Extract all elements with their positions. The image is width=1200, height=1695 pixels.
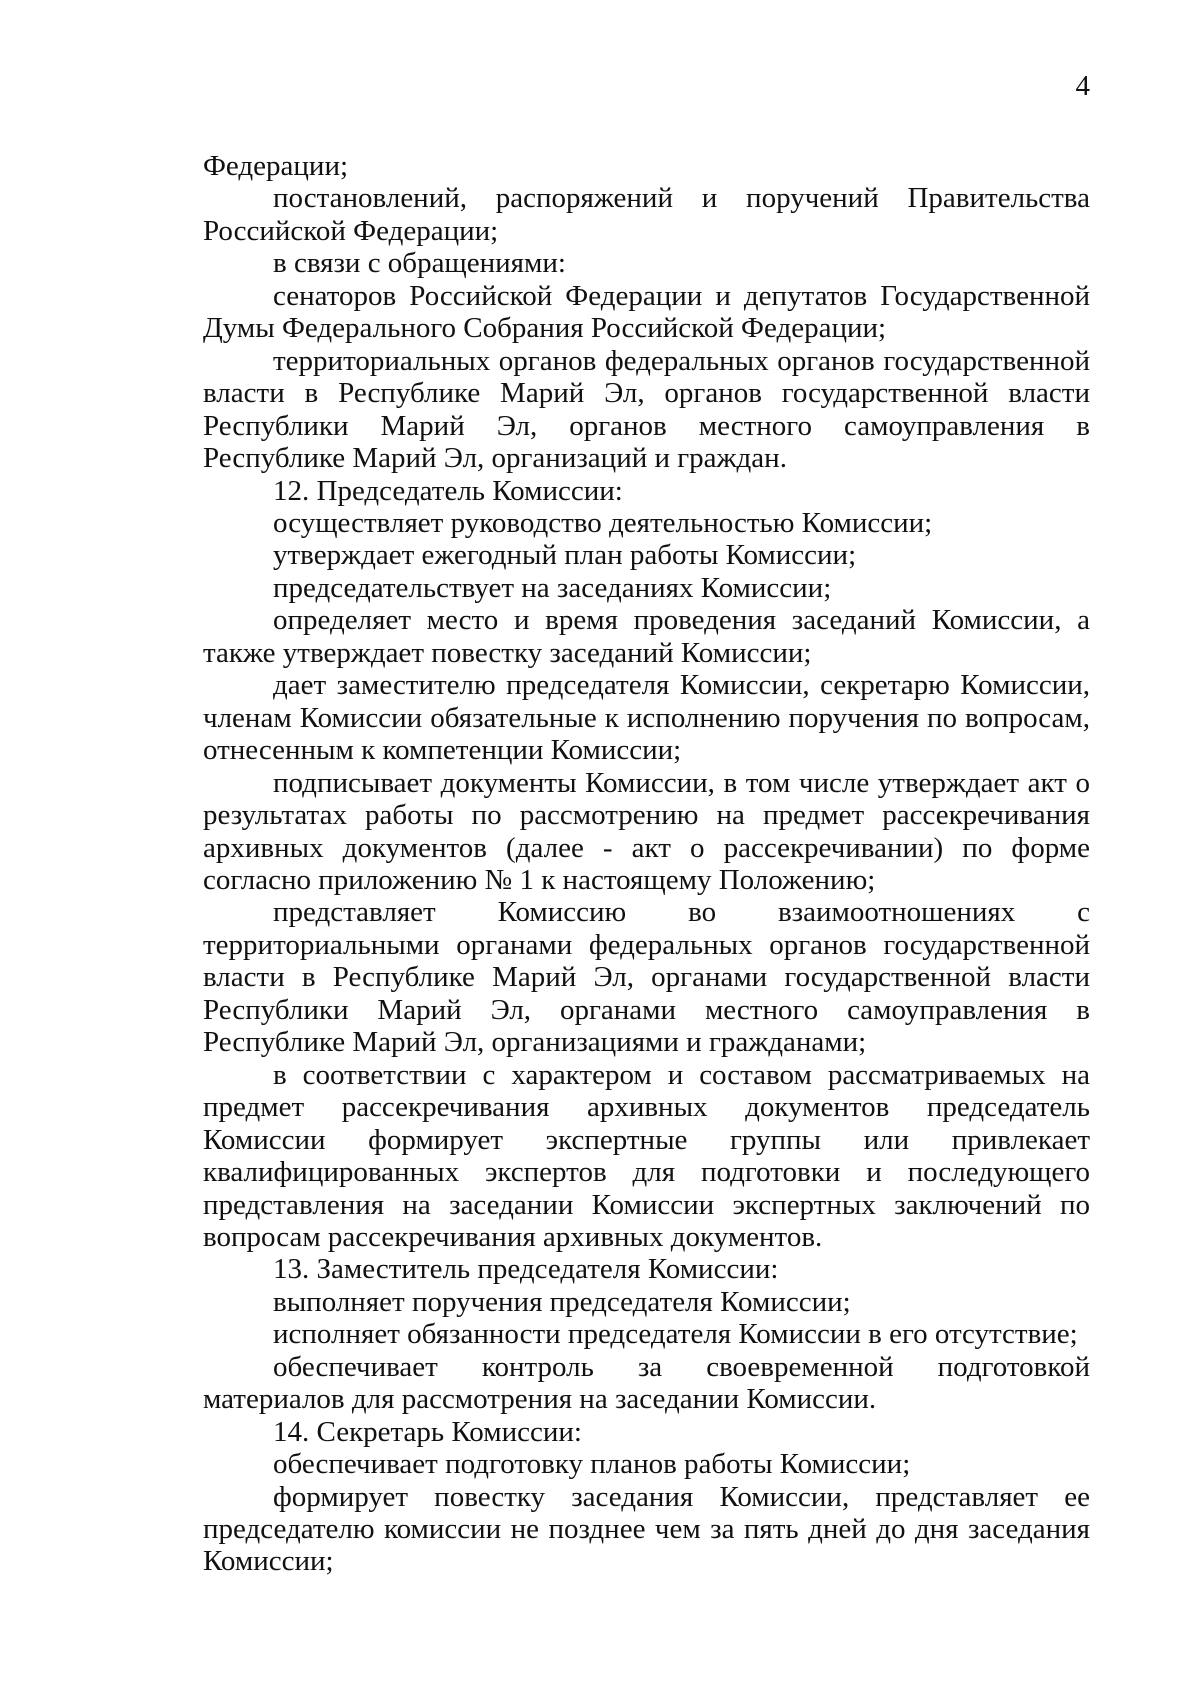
- paragraph: определяет место и время проведения заседаний Комиссии, а также утверждает повестку заседаний Комиссии;: [203, 604, 1090, 669]
- paragraph: осуществляет руководство деятельностью Комиссии;: [273, 506, 933, 539]
- page-number: 4: [1075, 70, 1090, 102]
- paragraph: выполняет поручения председателя Комиссии;: [273, 1285, 851, 1318]
- paragraph: обеспечивает контроль за своевременной подготовкой материалов для рассмотрения на заседании Комиссии.: [203, 1350, 1090, 1416]
- paragraph: утверждает ежегодный план работы Комиссии;: [273, 539, 857, 572]
- paragraph: исполняет обязанности председателя Комиссии в его отсутствие;: [273, 1318, 1078, 1351]
- section-heading-12: 12. Председатель Комиссии:: [273, 474, 623, 507]
- paragraph: постановлений, распоряжений и поручений Правительства Российской Федерации;: [203, 182, 1090, 247]
- document-body: [203, 150, 1090, 1578]
- paragraph: в связи с обращениями:: [273, 247, 566, 280]
- paragraph: территориальных органов федеральных органов государственной власти в Республике Марий Эл, органов государственной власти Республики Марий Эл, органов местного самоуправления в Республике Марий Эл, организаций и граждан.: [203, 344, 1090, 475]
- paragraph: в соответствии с характером и составом рассматриваемых на предмет рассекречивания архивных документов председатель Комиссии формирует экспертные группы или привлекает квалифицированных экспертов для подготовки и последующего представления на заседании Комиссии экспертных заключений по вопросам рассекречивания архивных документов.: [203, 1058, 1090, 1253]
- paragraph: обеспечивает подготовку планов работы Комиссии;: [273, 1448, 911, 1481]
- paragraph: Федерации;: [203, 150, 349, 182]
- paragraph: сенаторов Российской Федерации и депутатов Государственной Думы Федерального Собрания Российской Федерации;: [203, 279, 1090, 345]
- paragraph: подписывает документы Комиссии, в том числе утверждает акт о результатах работы по рассмотрению на предмет рассекречивания архивных документов (далее - акт о рассекречивании) по форме согласно приложению № 1 к настоящему Положению;: [203, 766, 1090, 896]
- paragraph: представляет Комиссию во взаимоотношениях с территориальными органами федеральных органов государственной власти в Республике Марий Эл, органами государственной власти Республики Марий Эл, органами местного самоуправления в Республике Марий Эл, организациями и гражданами;: [203, 896, 1090, 1059]
- section-heading-13: 13. Заместитель председателя Комиссии:: [273, 1253, 779, 1286]
- paragraph: формирует повестку заседания Комиссии, представляет ее председателю комиссии не позднее чем за пять дней до дня заседания Комиссии;: [203, 1480, 1090, 1578]
- section-heading-14: 14. Секретарь Комиссии:: [273, 1415, 582, 1448]
- paragraph: дает заместителю председателя Комиссии, секретарю Комиссии, членам Комиссии обязательные к исполнению поручения по вопросам, отнесенным к компетенции Комиссии;: [203, 669, 1090, 767]
- paragraph: председательствует на заседаниях Комиссии;: [273, 571, 832, 604]
